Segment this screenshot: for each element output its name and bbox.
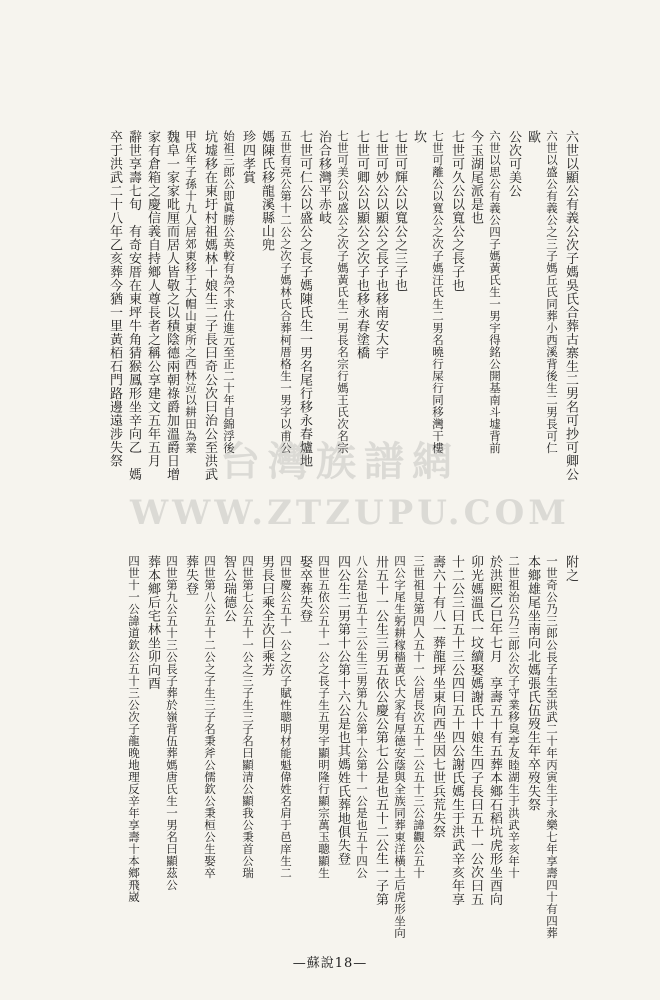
text-column: 四世十一公諱道欽公五十三公次子龍晚地理反辛年享壽十本鄉飛崴 (127, 555, 141, 903)
text-column: 六世以顯公有義公次子媽吳氏合葬古寨生二男名可抄可卿公 (563, 130, 578, 481)
text-column: 始祖三郎公即眞勝公英較有為不求仕進元至正二十年自錦浮後 (222, 130, 236, 454)
lower-text-block (60, 555, 580, 950)
text-column: 三世祖見第四人五十一公居長次五十二公五十三公諱觀公五十 (412, 555, 426, 879)
text-column: 四公生二男第十公第十六公是也其媽姓氏葬地俱失登 (335, 555, 350, 866)
text-column: 治合移灣平赤岐 (316, 130, 331, 225)
text-column: 坑墟移在東圩村祖媽林十娘生二子長曰奇公次曰治公至洪武 (202, 130, 217, 481)
text-column: 男長曰乘全次曰乘芳 (259, 555, 274, 677)
text-column: 四世五依公五十一公之長子生五男宇顯明隆行顯宗萬玉聰顯生 (317, 555, 331, 879)
text-column: 卯光媽溫氏一坟續娶媽謝氏十娘生四子長曰五十一公次曰五 (468, 555, 483, 906)
upper-text-block (60, 130, 580, 525)
text-column: 七世可妙公以顯公之長子也移南安大宇 (373, 130, 388, 360)
text-column: 五世有亮公第十二公之次子媽林氏合葬柯厝格生一男字以甫公 (279, 130, 293, 454)
text-column: 辭世享壽七旬 有奇安厝在東坪牛角猜猴鳳形坐辛向乙 媽 (126, 130, 141, 481)
text-column: 八公是也五十三公生三男第九公第十公第十一公是也五十四公 (355, 555, 369, 879)
text-column: 葬失登 (183, 555, 198, 596)
text-column: 家有倉箱之慶信義自持鄉人尊長者之稱公享建文五年五月 (145, 130, 160, 468)
text-column: 七世可仁公以盛公之長子媽陳氏生一男名尾行移永春爐地 (297, 130, 312, 468)
text-column: 於洪熙乙巳年七月 享壽五十有五葬本鄉石稻坑虎形坐酉向 (487, 555, 502, 906)
text-column: 六世以盛公有義公之三子媽丘氏同葬小西溪背後生二男長可仁 (545, 130, 559, 454)
text-column: 本鄉雄尾坐南向北媽張氏伍歿生年卒歿失祭 (525, 555, 540, 812)
text-column: 七世可久公以寬公之長子也 (449, 130, 464, 292)
text-column: 一世奇公乃三郎公長子生至洪武二十年丙寅生于永樂七年享壽四十有四葬 (545, 555, 559, 939)
text-column: 六世以思公有義公四子媽黃氏生一男宇得銘公開基南斗墟背前 (488, 130, 502, 454)
text-column: 葬本鄉后宅林坐卯向酉 (145, 555, 160, 690)
page-number: —蘇說18— (292, 956, 368, 971)
text-column: 坎 (411, 130, 426, 144)
text-column: 壽六十有八一葬龍坪坐東向西坐因七世兵荒失祭 (430, 555, 445, 839)
text-column: 甲戌年子孫十九人居郊東移于大帽山東所之西林竝以耕田為業 (184, 130, 198, 454)
text-column: 附之 (563, 555, 578, 582)
watermark-url: WWW.ZTZUPU.COM (130, 493, 570, 533)
text-column: 七世可離公以寬公之次子媽汪氏生二男名曉行屎行同移灣干樓 (431, 130, 445, 454)
text-column: 歐 (525, 130, 540, 144)
text-column: 四世第八公五十二公之子生三子名秉斧公儒欽公秉桓公生娶卒 (203, 555, 217, 879)
text-column: 四世慶公五十一公之次子賦性聰明材能魁偉姓名肩于邑庠生二 (279, 555, 293, 879)
text-column: 魏阜一家家吡厘而居人皆敬之以積陰德兩朝祿爵加溫爵日增 (164, 130, 179, 481)
text-column: 四世第七公五十一公之三子生三子名曰顯清公顯我公秉首公瑞 (241, 555, 255, 879)
text-column: 今玉湖尾派是也 (468, 130, 483, 225)
text-column: 珍四孝賞 (240, 130, 255, 184)
text-column: 七世可輝公以寬公之三子也 (392, 130, 407, 292)
watermark-text: 台灣族譜網 (220, 438, 460, 485)
text-column: 二世祖治公乃三郎公次子守業移臭亭友睦湖生于洪武辛亥年十 (507, 555, 521, 879)
text-column: 七世可美公以盛公之次子媽黃氏生二男長名宗行媽王氏次名宗 (336, 130, 350, 454)
text-column: 公次可美公 (506, 130, 521, 198)
text-column: 七世可卿公以顯公之次子也移永春塗橋 (354, 130, 369, 360)
text-column: 四世第九公五十三公長子葬於嶺背伍葬媽唐氏生一男名曰顯茲公 (165, 555, 179, 891)
text-column: 娶卒葬失登 (297, 555, 312, 623)
text-column: 四公字尾生躬耕稼穡黃氏大家有厚德安蔭與全族同葬東洋橫土后虎形坐向 (393, 555, 407, 939)
text-column: 卒于洪武二十八年乙亥葬今猶一里黃栢石門路邊遠涉失祭 (107, 130, 122, 468)
text-column: 卅五十一公生三男五依公慶公第七公是也五十二公生一子第 (373, 555, 388, 906)
text-column: 十二公三曰五十三公四曰五十四公謝氏媽生于洪武辛亥年享 (449, 555, 464, 906)
text-column: 智公瑞德公 (221, 555, 236, 623)
text-column: 媽陳氏移龍溪縣山兜 (259, 130, 274, 252)
